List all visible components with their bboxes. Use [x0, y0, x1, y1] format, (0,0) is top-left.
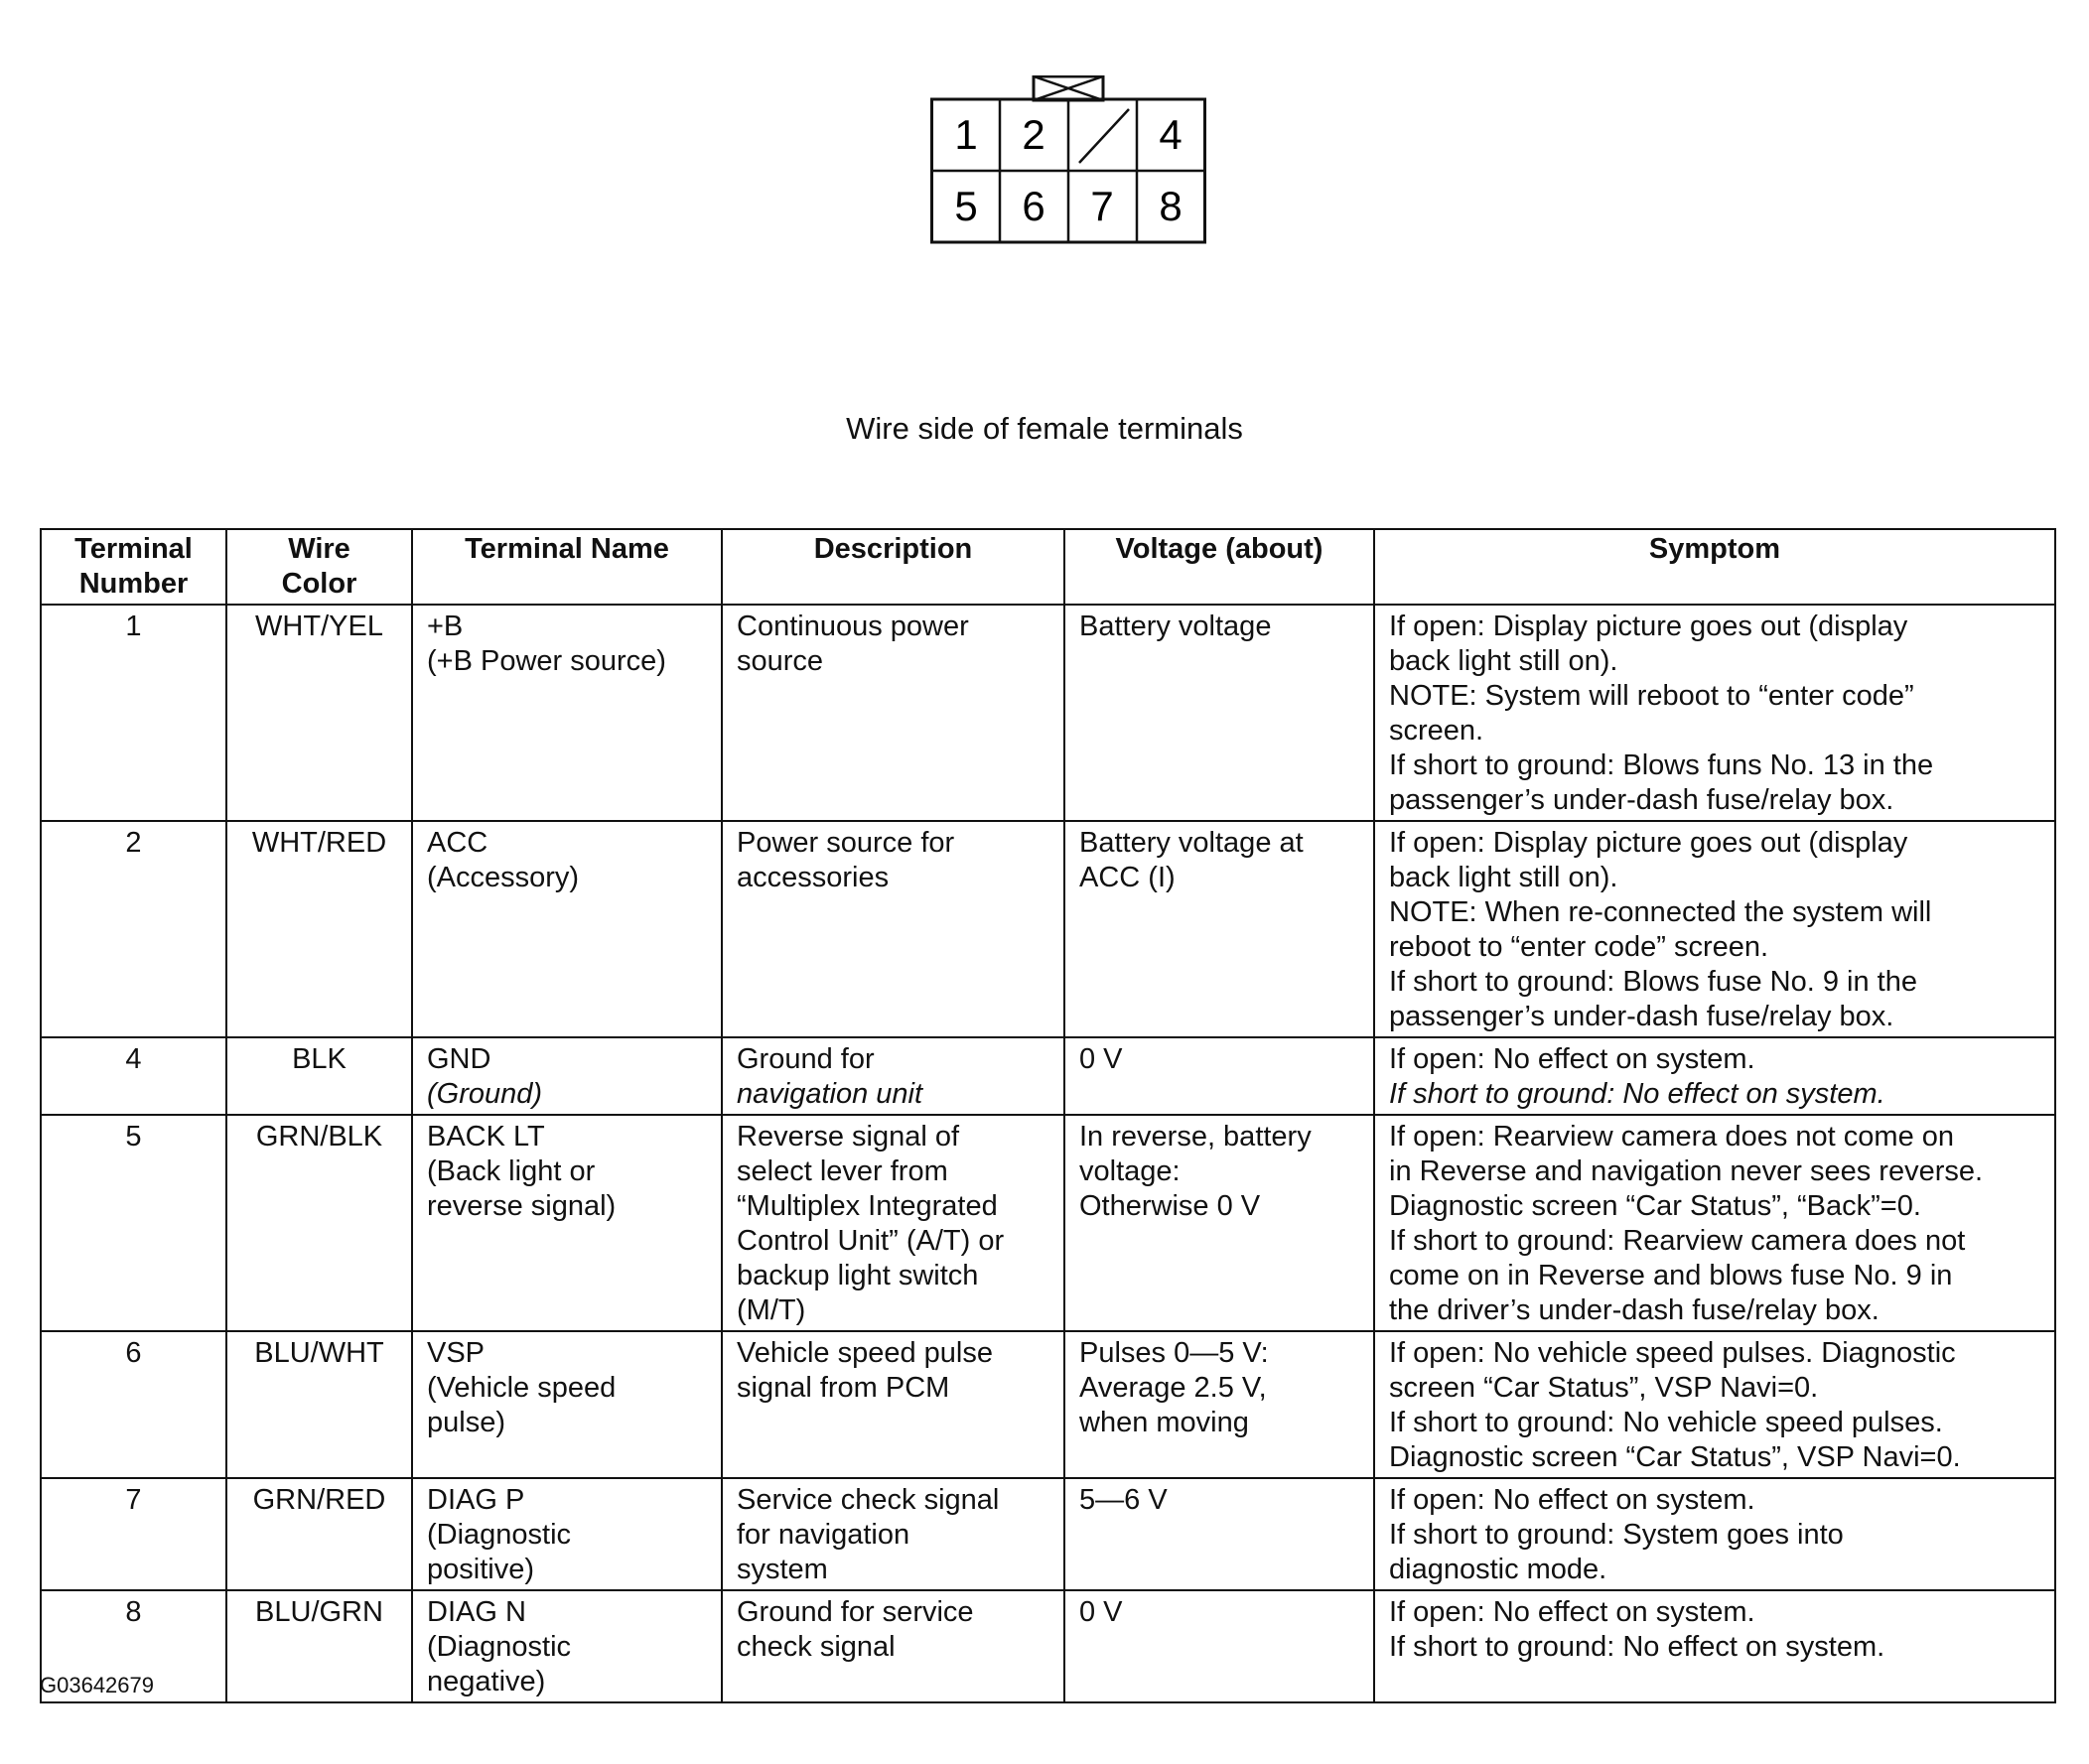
cell-line: If short to ground: Rearview camera does not [1389, 1225, 1966, 1257]
cell-symptom [1374, 1115, 2055, 1331]
cell-symptom [1374, 1037, 2055, 1115]
cell-line: (Diagnostic [427, 1631, 572, 1663]
cell-line: ACC (I) [1079, 862, 1176, 893]
cell-line: DIAG P [427, 1484, 525, 1516]
cell-line: back light still on). [1389, 862, 1618, 893]
cell-line: Ground for service [737, 1596, 974, 1628]
cell-line: Diagnostic screen “Car Status”, VSP Navi=0. [1389, 1441, 1961, 1473]
header-text: Terminal [74, 533, 193, 565]
cell-line: Service check signal [737, 1484, 1000, 1516]
cell-line: 5—6 V [1079, 1484, 1168, 1516]
header-voltage: Voltage (about) [1064, 529, 1374, 605]
cell-line: Continuous power [737, 611, 969, 642]
cell-line: passenger’s under-dash fuse/relay box. [1389, 784, 1894, 816]
cell-symptom [1374, 821, 2055, 1037]
cell-line: Reverse signal of [737, 1121, 960, 1153]
cell-line: VSP [427, 1337, 486, 1369]
cell-line: If short to ground: No vehicle speed pulses. [1389, 1407, 1943, 1438]
cell-line: negative) [427, 1666, 546, 1697]
cell-line: (M/T) [737, 1294, 806, 1326]
terminal-label-6: 6 [1022, 183, 1045, 229]
table-row [41, 821, 2055, 1037]
table-row [41, 1478, 2055, 1590]
header-terminal-name: Terminal Name [412, 529, 722, 605]
cell-line: navigation unit [737, 1078, 923, 1110]
cell-description [722, 605, 1064, 821]
cell-description [722, 1115, 1064, 1331]
cell-line: (Back light or [427, 1155, 596, 1187]
cell-line: (+B Power source) [427, 645, 666, 677]
cell-line: If open: Rearview camera does not come on [1389, 1121, 1955, 1153]
cell-line: screen “Car Status”, VSP Navi=0. [1389, 1372, 1819, 1404]
cell-line: (Ground) [427, 1078, 543, 1110]
cell-line: If short to ground: Blows funs No. 13 in the [1389, 749, 1934, 781]
cell-wire-color: GRN/BLK [226, 1115, 412, 1331]
cell-wire-color: GRN/RED [226, 1478, 412, 1590]
cell-line: check signal [737, 1631, 896, 1663]
header-terminal-number [41, 529, 226, 605]
cell-line: “Multiplex Integrated [737, 1190, 998, 1222]
cell-line: BACK LT [427, 1121, 545, 1153]
cell-line: If open: No effect on system. [1389, 1043, 1755, 1075]
cell-terminal-name [412, 605, 722, 821]
cell-line: reboot to “enter code” screen. [1389, 931, 1769, 963]
cell-line: select lever from [737, 1155, 948, 1187]
cell-symptom [1374, 1590, 2055, 1702]
cell-line: ACC [427, 827, 488, 859]
connector-caption: Wire side of female terminals [846, 411, 1243, 446]
cell-line: signal from PCM [737, 1372, 950, 1404]
cell-description [722, 821, 1064, 1037]
cell-line: (Vehicle speed [427, 1372, 617, 1404]
cell-line: Diagnostic screen “Car Status”, “Back”=0. [1389, 1190, 1921, 1222]
cell-wire-color: BLU/GRN [226, 1590, 412, 1702]
cell-wire-color: WHT/RED [226, 821, 412, 1037]
cell-line: when moving [1079, 1407, 1249, 1438]
cell-line: pulse) [427, 1407, 505, 1438]
cell-line: If short to ground: No effect on system. [1389, 1078, 1885, 1110]
cell-line: If open: No effect on system. [1389, 1484, 1755, 1516]
cell-line: +B [427, 611, 464, 642]
cell-line: in Reverse and navigation never sees reverse. [1389, 1155, 1984, 1187]
cell-wire-color: BLU/WHT [226, 1331, 412, 1478]
cell-symptom [1374, 1331, 2055, 1478]
cell-line: source [737, 645, 824, 677]
terminal-table [40, 528, 2056, 1703]
cell-line: If short to ground: No effect on system. [1389, 1631, 1885, 1663]
cell-line: (Diagnostic [427, 1519, 572, 1551]
cell-terminal-number: 5 [41, 1115, 226, 1331]
terminal-label-1: 1 [954, 111, 978, 158]
cell-description [722, 1590, 1064, 1702]
table-row [41, 1590, 2055, 1702]
cell-line: the driver’s under-dash fuse/relay box. [1389, 1294, 1880, 1326]
table-header-row [41, 529, 2055, 605]
cell-line: back light still on). [1389, 645, 1618, 677]
empty-cavity-slash [1079, 109, 1129, 163]
cell-line: 0 V [1079, 1043, 1123, 1075]
cell-terminal-number: 2 [41, 821, 226, 1037]
table-row [41, 1331, 2055, 1478]
cell-voltage [1064, 1478, 1374, 1590]
connector-diagram [930, 75, 1206, 244]
header-text: Wire [288, 533, 350, 565]
header-text: Number [78, 568, 189, 600]
terminal-label-2: 2 [1022, 111, 1045, 158]
cell-voltage [1064, 1590, 1374, 1702]
cell-symptom [1374, 1478, 2055, 1590]
cell-line: DIAG N [427, 1596, 526, 1628]
cell-terminal-number: 4 [41, 1037, 226, 1115]
header-symptom: Symptom [1374, 529, 2055, 605]
header-text: Color [281, 568, 357, 600]
cell-line: If open: No vehicle speed pulses. Diagnostic [1389, 1337, 1956, 1369]
cell-line: screen. [1389, 715, 1484, 746]
cell-wire-color: WHT/YEL [226, 605, 412, 821]
table-row [41, 1115, 2055, 1331]
terminal-label-8: 8 [1159, 183, 1183, 229]
cell-line: In reverse, battery [1079, 1121, 1312, 1153]
cell-terminal-name [412, 1590, 722, 1702]
cell-wire-color: BLK [226, 1037, 412, 1115]
cell-terminal-name [412, 1331, 722, 1478]
cell-terminal-number: 1 [41, 605, 226, 821]
cell-terminal-name [412, 1478, 722, 1590]
cell-line: voltage: [1079, 1155, 1181, 1187]
cell-line: GND [427, 1043, 491, 1075]
cell-line: (Accessory) [427, 862, 580, 893]
cell-description [722, 1478, 1064, 1590]
cell-line: Otherwise 0 V [1079, 1190, 1261, 1222]
cell-terminal-name [412, 1037, 722, 1115]
cell-line: reverse signal) [427, 1190, 617, 1222]
terminal-label-5: 5 [954, 183, 978, 229]
cell-terminal-name [412, 1115, 722, 1331]
cell-line: 0 V [1079, 1596, 1123, 1628]
table-row [41, 605, 2055, 821]
cell-line: NOTE: When re-connected the system will [1389, 896, 1932, 928]
cell-line: accessories [737, 862, 890, 893]
cell-terminal-name [412, 821, 722, 1037]
cell-symptom [1374, 605, 2055, 821]
cell-line: Ground for [737, 1043, 875, 1075]
cell-voltage [1064, 1037, 1374, 1115]
cell-line: Power source for [737, 827, 955, 859]
cell-line: Vehicle speed pulse [737, 1337, 993, 1369]
cell-terminal-number: 8 [41, 1590, 226, 1702]
cell-line: Battery voltage at [1079, 827, 1304, 859]
cell-line: If open: Display picture goes out (display [1389, 827, 1908, 859]
figure-id: G03642679 [40, 1673, 154, 1697]
cell-description [722, 1331, 1064, 1478]
table-row [41, 1037, 2055, 1115]
cell-line: Pulses 0—5 V: [1079, 1337, 1269, 1369]
cell-line: If short to ground: System goes into [1389, 1519, 1844, 1551]
header-wire-color [226, 529, 412, 605]
terminal-label-4: 4 [1159, 111, 1183, 158]
cell-terminal-number: 7 [41, 1478, 226, 1590]
cell-line: diagnostic mode. [1389, 1554, 1607, 1585]
cell-line: passenger’s under-dash fuse/relay box. [1389, 1001, 1894, 1032]
cell-line: Control Unit” (A/T) or [737, 1225, 1005, 1257]
cell-description [722, 1037, 1064, 1115]
header-description: Description [722, 529, 1064, 605]
cell-line: If open: Display picture goes out (display [1389, 611, 1908, 642]
cell-voltage [1064, 1115, 1374, 1331]
cell-voltage [1064, 821, 1374, 1037]
cell-line: NOTE: System will reboot to “enter code” [1389, 680, 1914, 712]
cell-line: positive) [427, 1554, 534, 1585]
cell-voltage [1064, 1331, 1374, 1478]
cell-voltage [1064, 605, 1374, 821]
cell-line: come on in Reverse and blows fuse No. 9 in [1389, 1260, 1953, 1291]
cell-line: Battery voltage [1079, 611, 1272, 642]
cell-line: Average 2.5 V, [1079, 1372, 1267, 1404]
cell-line: If short to ground: Blows fuse No. 9 in the [1389, 966, 1917, 998]
cell-line: If open: No effect on system. [1389, 1596, 1755, 1628]
terminal-label-7: 7 [1090, 183, 1114, 229]
cell-line: system [737, 1554, 828, 1585]
cell-line: backup light switch [737, 1260, 979, 1291]
cell-line: for navigation [737, 1519, 910, 1551]
cell-terminal-number: 6 [41, 1331, 226, 1478]
